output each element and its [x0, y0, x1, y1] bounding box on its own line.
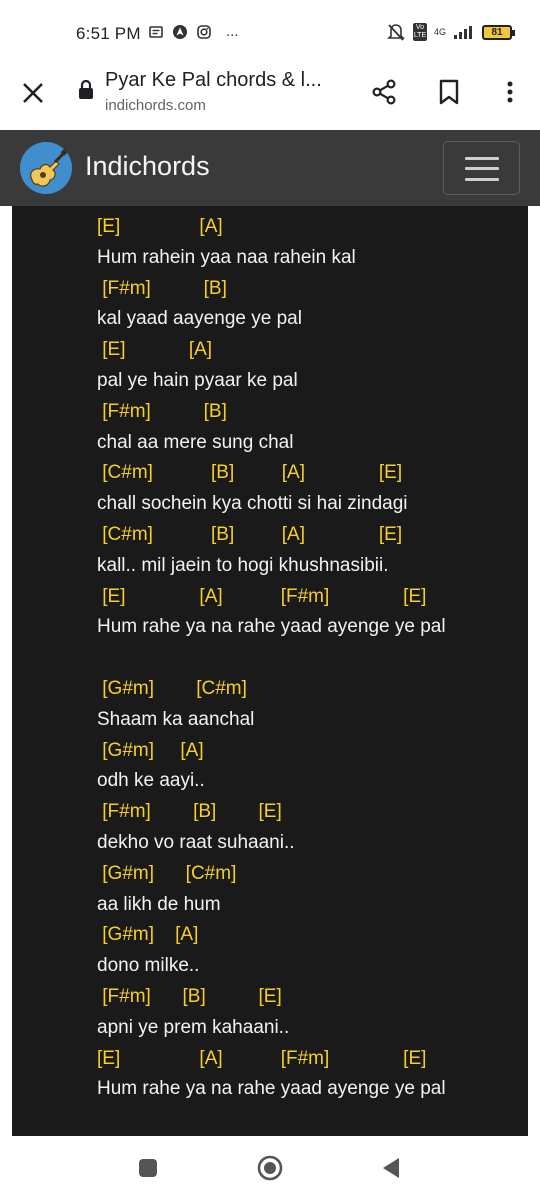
lyric-line: chal aa mere sung chal	[97, 431, 294, 453]
chord-line: [C#m] [B] [A] [E]	[97, 462, 403, 484]
mute-vibrate-icon	[386, 22, 406, 42]
page-content	[0, 206, 540, 1136]
battery-indicator: 81	[482, 25, 512, 40]
more-notifications: ...	[226, 23, 239, 40]
lyric-line: chall sochein kya chotti si hai zindagi	[97, 493, 408, 515]
notification-icons	[148, 23, 239, 40]
chord-line: [E] [A] [F#m] [E]	[97, 1047, 427, 1069]
lyric-line: pal ye hain pyaar ke pal	[97, 370, 298, 391]
lyric-line: Hum rahe ya na rahe yaad ayenge ye pal	[97, 616, 446, 638]
system-nav-bar	[0, 1136, 540, 1200]
triangle-back-icon[interactable]	[378, 1154, 406, 1182]
lyric-line: apni ye prem kahaani..	[97, 1016, 290, 1038]
bookmark-icon[interactable]	[437, 78, 461, 106]
lyric-line: odh ke aayi..	[97, 770, 205, 792]
chord-line: [G#m] [A]	[97, 924, 199, 946]
chord-line: [F#m] [B] [E]	[97, 801, 282, 823]
network-type: 4G	[433, 27, 446, 37]
chord-line: [E] [A] [F#m] [E]	[97, 585, 427, 607]
lyric-line: kal yaad aayenge ye pal	[97, 308, 302, 330]
chord-line: [F#m] [B]	[97, 400, 227, 422]
close-icon[interactable]	[20, 80, 46, 106]
chord-line: [E] [A]	[97, 339, 213, 361]
volte-badge: Vo LTE	[413, 24, 427, 39]
page-title[interactable]: Pyar Ke Pal chords & l...	[105, 69, 322, 91]
chord-line: [F#m] [B]	[97, 277, 227, 299]
more-vert-icon[interactable]	[500, 78, 520, 106]
chord-sheet	[12, 206, 528, 1136]
browser-toolbar	[0, 60, 540, 130]
lyric-line: aa likh de hum	[97, 893, 221, 915]
lyric-line: kall.. mil jaein to hogi khushnasibii.	[97, 554, 389, 576]
lyric-line: dekho vo raat suhaani..	[97, 832, 295, 853]
site-header	[0, 130, 540, 206]
square-recents-icon[interactable]	[134, 1154, 162, 1182]
app-notification-icon	[172, 24, 188, 40]
chord-line: [C#m] [B] [A] [E]	[97, 524, 403, 545]
lyric-line: Hum rahein yaa naa rahein kal	[97, 246, 356, 268]
lock-icon[interactable]	[78, 80, 94, 100]
system-indicators	[386, 22, 512, 42]
message-icon	[148, 24, 164, 40]
chord-line: [F#m] [B] [E]	[97, 986, 282, 1007]
instagram-icon	[196, 24, 212, 40]
status-time: 6:51 PM	[76, 24, 141, 43]
site-brand[interactable]: Indichords	[85, 151, 210, 181]
status-bar	[0, 0, 540, 60]
chord-line: [G#m] [C#m]	[97, 678, 247, 699]
guitar-logo-icon[interactable]	[20, 142, 72, 194]
share-icon[interactable]	[370, 78, 398, 106]
lyric-line: Shaam ka aanchal	[97, 708, 255, 730]
chord-line: [G#m] [A]	[97, 739, 204, 761]
chord-line: [E] [A]	[97, 216, 223, 237]
page-domain[interactable]: indichords.com	[105, 97, 206, 114]
hamburger-menu-icon[interactable]	[443, 141, 520, 195]
lyric-line: dono milke..	[97, 955, 200, 977]
circle-home-icon[interactable]	[256, 1154, 284, 1182]
lyric-line: Hum rahe ya na rahe yaad ayenge ye pal	[97, 1078, 446, 1100]
signal-icon	[453, 24, 475, 40]
chord-line: [G#m] [C#m]	[97, 862, 237, 884]
